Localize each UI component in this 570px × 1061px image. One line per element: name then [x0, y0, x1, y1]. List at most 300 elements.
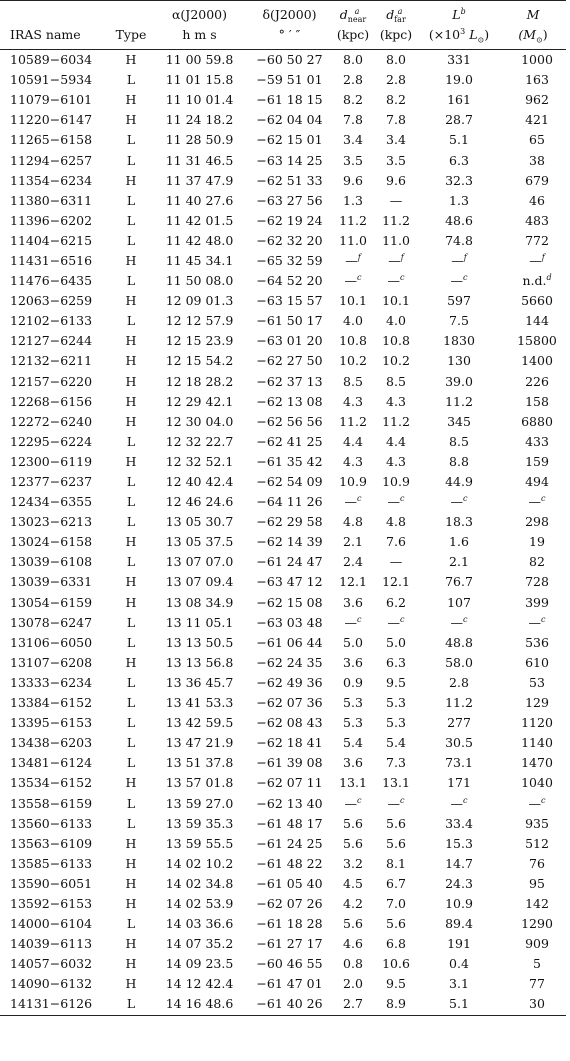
- cell-mass-footnote-mark: d: [546, 272, 552, 282]
- cell-mass: [500, 372, 566, 392]
- lum-units-sub: ⊙: [477, 35, 485, 45]
- cell-type-value: L: [126, 273, 136, 289]
- cell-ra-value: 14 02 34.8: [165, 875, 234, 891]
- cell-dfar-value: 9.6: [386, 172, 406, 188]
- cell-dec-value: −63 47 12: [256, 574, 323, 590]
- cell-dfar-value: 10.2: [382, 353, 410, 369]
- cell-dec: [247, 150, 332, 170]
- header-mass-symbol: M: [526, 7, 540, 22]
- cell-name-value: 11220−6147: [10, 112, 93, 128]
- cell-dnear-value: —: [344, 614, 357, 630]
- cell-dnear: [332, 171, 374, 191]
- cell-dnear: [332, 412, 374, 432]
- cell-dnear-value: 3.6: [343, 594, 363, 610]
- cell-type-value: L: [126, 735, 136, 751]
- table-row: [0, 753, 566, 773]
- cell-ra-value: 12 15 23.9: [165, 333, 234, 349]
- cell-dec-value: −62 13 40: [256, 795, 323, 811]
- cell-dnear: [332, 994, 374, 1015]
- cell-name-value: 13481−6124: [10, 755, 93, 771]
- cell-lum-value: 44.9: [445, 474, 473, 490]
- cell-lum-value: 30.5: [445, 735, 473, 751]
- cell-lum-value: 1.6: [449, 534, 469, 550]
- cell-name: [0, 814, 110, 834]
- cell-dnear: [332, 492, 374, 512]
- cell-lum-value: 130: [447, 353, 471, 369]
- cell-ra: [152, 211, 247, 231]
- header-dfar-symbol: d: [386, 7, 395, 22]
- cell-type-value: L: [126, 674, 136, 690]
- cell-dec-value: −61 50 17: [256, 313, 323, 329]
- cell-name-value: 11265−6158: [10, 132, 93, 148]
- cell-type-value: L: [126, 795, 136, 811]
- cell-dfar: [374, 231, 418, 251]
- cell-ra-value: 13 05 30.7: [165, 514, 234, 530]
- cell-lum-value: 24.3: [445, 875, 473, 891]
- cell-type-value: L: [126, 313, 136, 329]
- cell-lum: [418, 653, 500, 673]
- cell-dnear-value: 4.8: [343, 514, 363, 530]
- cell-lum-value: 2.8: [449, 674, 469, 690]
- cell-dfar: [374, 110, 418, 130]
- cell-name-value: 12295−6224: [10, 433, 93, 449]
- cell-lum: [418, 150, 500, 170]
- cell-lum: [418, 713, 500, 733]
- cell-dnear: [332, 773, 374, 793]
- cell-dfar-value: 2.8: [386, 72, 406, 88]
- cell-dnear-value: 4.3: [343, 393, 363, 409]
- cell-name-value: 10591−5934: [10, 72, 93, 88]
- cell-lum: [418, 372, 500, 392]
- cell-name: [0, 633, 110, 653]
- cell-mass: [500, 271, 566, 291]
- cell-type: [110, 412, 152, 432]
- cell-dec: [247, 472, 332, 492]
- cell-dnear-footnote-mark: c: [357, 272, 362, 282]
- cell-dnear-footnote-mark: c: [357, 614, 362, 624]
- cell-dec-value: −62 15 01: [256, 132, 323, 148]
- cell-ra-value: 13 11 05.1: [165, 614, 234, 630]
- cell-dnear: [332, 392, 374, 412]
- table-row: [0, 974, 566, 994]
- cell-lum: [418, 50, 500, 71]
- cell-mass: [500, 653, 566, 673]
- cell-dec-value: −63 15 57: [256, 293, 323, 309]
- header-dfar-scripts: [394, 8, 406, 24]
- cell-dfar: [374, 412, 418, 432]
- cell-dnear-value: 11.2: [339, 212, 367, 228]
- header-row-units: [0, 25, 566, 50]
- table-row: [0, 894, 566, 914]
- table-row: [0, 110, 566, 130]
- cell-ra: [152, 793, 247, 813]
- cell-name-value: 11079−6101: [10, 92, 93, 108]
- cell-ra: [152, 452, 247, 472]
- cell-type-value: L: [126, 815, 136, 831]
- cell-type-value: H: [125, 976, 137, 992]
- cell-dec: [247, 412, 332, 432]
- table-row: [0, 773, 566, 793]
- cell-dnear: [332, 231, 374, 251]
- cell-ra: [152, 673, 247, 693]
- cell-ra: [152, 733, 247, 753]
- cell-ra: [152, 70, 247, 90]
- cell-lum: [418, 110, 500, 130]
- cell-mass-value: 1040: [521, 775, 553, 791]
- cell-mass-value: 728: [525, 574, 549, 590]
- cell-dec: [247, 271, 332, 291]
- cell-name-value: 13024−6158: [10, 534, 93, 550]
- cell-dnear-value: 2.8: [343, 72, 363, 88]
- cell-ra: [152, 894, 247, 914]
- cell-type: [110, 974, 152, 994]
- cell-lum: [418, 130, 500, 150]
- cell-dec: [247, 291, 332, 311]
- cell-ra: [152, 171, 247, 191]
- cell-type: [110, 532, 152, 552]
- header-mass-units: [500, 25, 566, 50]
- cell-lum-value: 48.6: [445, 212, 473, 228]
- cell-ra-value: 11 31 46.5: [165, 152, 234, 168]
- cell-dfar: [374, 90, 418, 110]
- cell-dfar-value: 10.9: [382, 474, 410, 490]
- header-lum: [418, 1, 500, 26]
- cell-dec: [247, 532, 332, 552]
- cell-dfar: [374, 934, 418, 954]
- cell-type: [110, 351, 152, 371]
- cell-mass-value: 1470: [521, 755, 553, 771]
- cell-mass-value: 1290: [521, 916, 553, 932]
- cell-dfar-value: 7.3: [386, 755, 406, 771]
- cell-ra: [152, 693, 247, 713]
- cell-name: [0, 271, 110, 291]
- cell-ra-value: 13 51 37.8: [165, 755, 234, 771]
- cell-ra-value: 12 09 01.3: [165, 293, 234, 309]
- cell-mass: [500, 110, 566, 130]
- cell-dfar: [374, 552, 418, 572]
- cell-dfar-value: —: [387, 614, 400, 630]
- cell-dnear: [332, 311, 374, 331]
- cell-dec: [247, 50, 332, 71]
- cell-dnear: [332, 291, 374, 311]
- cell-dnear-value: 4.4: [343, 433, 363, 449]
- cell-mass: [500, 974, 566, 994]
- cell-mass: [500, 392, 566, 412]
- cell-lum-value: 32.3: [445, 172, 473, 188]
- cell-lum: [418, 994, 500, 1015]
- cell-dfar: [374, 211, 418, 231]
- cell-dnear-value: 8.2: [343, 92, 363, 108]
- table-row: [0, 331, 566, 351]
- cell-dfar-value: 5.6: [386, 835, 406, 851]
- cell-ra: [152, 572, 247, 592]
- cell-dfar: [374, 653, 418, 673]
- cell-dfar-value: 5.0: [386, 634, 406, 650]
- cell-ra-value: 13 07 09.4: [165, 574, 234, 590]
- cell-dfar-value: 7.0: [386, 895, 406, 911]
- cell-dec: [247, 392, 332, 412]
- cell-dnear-value: 10.9: [339, 474, 367, 490]
- cell-type: [110, 713, 152, 733]
- cell-dnear: [332, 432, 374, 452]
- cell-mass: [500, 532, 566, 552]
- cell-mass: [500, 452, 566, 472]
- table-row: [0, 934, 566, 954]
- cell-dec: [247, 994, 332, 1015]
- cell-type-value: L: [126, 494, 136, 510]
- cell-type: [110, 311, 152, 331]
- cell-dfar: [374, 773, 418, 793]
- cell-dec-value: −61 24 25: [256, 835, 323, 851]
- cell-ra: [152, 110, 247, 130]
- cell-name-value: 13438−6203: [10, 735, 93, 751]
- cell-type: [110, 854, 152, 874]
- cell-name: [0, 472, 110, 492]
- cell-dnear: [332, 552, 374, 572]
- cell-ra: [152, 50, 247, 71]
- cell-dec-value: −62 56 56: [256, 413, 323, 429]
- cell-dnear-footnote-mark: c: [357, 493, 362, 503]
- cell-dnear-value: 12.1: [339, 574, 367, 590]
- cell-lum: [418, 613, 500, 633]
- cell-dec: [247, 793, 332, 813]
- cell-type-value: L: [126, 132, 136, 148]
- cell-type-value: H: [125, 775, 137, 791]
- cell-dec: [247, 231, 332, 251]
- cell-dnear-value: 9.6: [343, 172, 363, 188]
- cell-mass-value: 679: [525, 172, 549, 188]
- table-row: [0, 733, 566, 753]
- cell-name: [0, 572, 110, 592]
- cell-name: [0, 90, 110, 110]
- cell-dnear-value: 5.6: [343, 815, 363, 831]
- cell-dec-value: −59 51 01: [256, 72, 323, 88]
- cell-type: [110, 50, 152, 71]
- cell-dfar: [374, 753, 418, 773]
- cell-ra-value: 11 24 18.2: [165, 112, 234, 128]
- cell-dnear: [332, 793, 374, 813]
- cell-name: [0, 452, 110, 472]
- cell-name: [0, 532, 110, 552]
- cell-name: [0, 211, 110, 231]
- cell-mass: [500, 572, 566, 592]
- header-dfar-sub: far: [394, 14, 406, 24]
- header-row-symbols: [0, 1, 566, 26]
- cell-dfar: [374, 914, 418, 934]
- cell-type: [110, 372, 152, 392]
- cell-mass-value: 935: [525, 815, 549, 831]
- cell-lum-footnote-mark: f: [463, 252, 467, 262]
- cell-name: [0, 150, 110, 170]
- cell-mass-value: 1400: [521, 353, 553, 369]
- cell-dfar-value: 8.1: [386, 855, 406, 871]
- cell-mass-value: 15800: [517, 333, 557, 349]
- cell-lum: [418, 70, 500, 90]
- cell-name-value: 12272−6240: [10, 413, 93, 429]
- cell-dfar: [374, 291, 418, 311]
- cell-ra-value: 14 16 48.6: [165, 996, 234, 1012]
- cell-dfar: [374, 532, 418, 552]
- cell-lum-value: 11.2: [445, 393, 473, 409]
- cell-dnear-value: 11.0: [339, 232, 367, 248]
- cell-dnear-value: 3.2: [343, 855, 363, 871]
- cell-dnear-value: 4.0: [343, 313, 363, 329]
- cell-dnear: [332, 834, 374, 854]
- cell-lum: [418, 693, 500, 713]
- cell-type: [110, 271, 152, 291]
- cell-lum-value: 58.0: [445, 654, 473, 670]
- cell-ra: [152, 191, 247, 211]
- cell-ra-value: 14 07 35.2: [165, 936, 234, 952]
- cell-mass: [500, 191, 566, 211]
- cell-ra: [152, 472, 247, 492]
- cell-lum-value: 74.8: [445, 232, 473, 248]
- cell-mass-value: 129: [525, 695, 549, 711]
- cell-lum: [418, 231, 500, 251]
- cell-dnear-value: 10.2: [339, 353, 367, 369]
- cell-mass: [500, 552, 566, 572]
- table-row: [0, 593, 566, 613]
- cell-name: [0, 894, 110, 914]
- cell-type: [110, 673, 152, 693]
- cell-ra-value: 12 15 54.2: [165, 353, 234, 369]
- header-iras-name: IRAS name: [0, 25, 110, 50]
- table-row: [0, 351, 566, 371]
- table-row: [0, 653, 566, 673]
- lum-units-sym: L: [465, 27, 478, 42]
- cell-name-value: 13039−6331: [10, 574, 93, 590]
- cell-dec-value: −62 14 39: [256, 534, 323, 550]
- cell-name: [0, 231, 110, 251]
- cell-type: [110, 633, 152, 653]
- cell-ra: [152, 713, 247, 733]
- cell-dfar-value: 8.9: [386, 996, 406, 1012]
- cell-dfar-value: —: [388, 252, 401, 268]
- cell-dec: [247, 934, 332, 954]
- cell-name-value: 13558−6159: [10, 795, 93, 811]
- header-lum-units: [418, 25, 500, 50]
- cell-lum-value: 28.7: [445, 112, 473, 128]
- header-dnear-sup: a: [354, 6, 360, 16]
- cell-dfar-value: 6.7: [386, 875, 406, 891]
- cell-name: [0, 331, 110, 351]
- cell-dfar: [374, 331, 418, 351]
- cell-mass: [500, 593, 566, 613]
- cell-dnear: [332, 854, 374, 874]
- table-row: [0, 572, 566, 592]
- cell-dec: [247, 854, 332, 874]
- cell-mass: [500, 70, 566, 90]
- cell-mass-footnote-mark: c: [541, 795, 546, 805]
- cell-mass-value: 142: [525, 895, 549, 911]
- cell-name: [0, 552, 110, 572]
- mass-units-pre: (M: [518, 27, 537, 42]
- cell-name-value: 10589−6034: [10, 52, 93, 68]
- cell-ra-value: 11 42 48.0: [165, 232, 234, 248]
- cell-lum-value: —: [451, 252, 464, 268]
- cell-ra-value: 13 41 53.3: [165, 695, 234, 711]
- header-name-blank: [0, 1, 110, 26]
- cell-mass-value: 5660: [521, 293, 553, 309]
- cell-dfar: [374, 512, 418, 532]
- cell-dnear: [332, 211, 374, 231]
- cell-dec-value: −62 13 08: [256, 393, 323, 409]
- cell-lum-value: 48.8: [445, 634, 473, 650]
- cell-dnear-value: —: [344, 795, 357, 811]
- cell-dec-value: −61 27 17: [256, 936, 323, 952]
- cell-mass: [500, 90, 566, 110]
- cell-lum-value: —: [450, 494, 463, 510]
- cell-dnear: [332, 733, 374, 753]
- cell-mass-value: 399: [525, 594, 549, 610]
- cell-type: [110, 834, 152, 854]
- cell-type: [110, 793, 152, 813]
- cell-lum-value: 0.4: [449, 956, 469, 972]
- cell-dec-value: −64 52 20: [256, 273, 323, 289]
- cell-type-value: L: [126, 232, 136, 248]
- cell-ra-value: 11 28 50.9: [165, 132, 234, 148]
- cell-dec-value: −61 24 47: [256, 554, 323, 570]
- cell-dfar: [374, 372, 418, 392]
- cell-type-value: L: [126, 514, 136, 530]
- cell-mass-value: 95: [529, 875, 545, 891]
- cell-mass-value: 19: [529, 534, 545, 550]
- cell-dnear: [332, 673, 374, 693]
- cell-mass-value: 159: [525, 453, 549, 469]
- cell-dnear: [332, 90, 374, 110]
- cell-lum-value: 10.9: [445, 895, 473, 911]
- cell-lum: [418, 171, 500, 191]
- cell-lum: [418, 633, 500, 653]
- cell-type-value: H: [125, 92, 137, 108]
- cell-ra: [152, 593, 247, 613]
- cell-dec: [247, 452, 332, 472]
- cell-ra: [152, 150, 247, 170]
- cell-type: [110, 90, 152, 110]
- cell-lum-value: 19.0: [445, 72, 473, 88]
- cell-mass: [500, 954, 566, 974]
- cell-lum: [418, 914, 500, 934]
- cell-dec-value: −63 14 25: [256, 152, 323, 168]
- cell-ra: [152, 372, 247, 392]
- cell-dnear: [332, 70, 374, 90]
- cell-dnear-value: 1.3: [343, 192, 363, 208]
- cell-lum: [418, 191, 500, 211]
- cell-dec-value: −62 51 33: [256, 172, 323, 188]
- cell-dfar-value: 10.6: [382, 956, 410, 972]
- cell-ra-value: 13 05 37.5: [165, 534, 234, 550]
- table-row: [0, 311, 566, 331]
- cell-dnear: [332, 613, 374, 633]
- table-row: [0, 512, 566, 532]
- cell-dec-value: −61 39 08: [256, 755, 323, 771]
- cell-ra-value: 13 57 01.8: [165, 775, 234, 791]
- cell-dec-value: −65 32 59: [256, 252, 323, 268]
- cell-mass: [500, 351, 566, 371]
- cell-lum-value: —: [450, 795, 463, 811]
- cell-dec-value: −62 15 08: [256, 594, 323, 610]
- cell-name: [0, 191, 110, 211]
- cell-type-value: L: [126, 152, 136, 168]
- cell-mass-value: 1120: [521, 715, 553, 731]
- table-row: [0, 633, 566, 653]
- cell-lum: [418, 351, 500, 371]
- cell-ra: [152, 130, 247, 150]
- table-row: [0, 673, 566, 693]
- cell-dec-value: −61 47 01: [256, 976, 323, 992]
- cell-dec-value: −60 50 27: [256, 52, 323, 68]
- cell-lum: [418, 673, 500, 693]
